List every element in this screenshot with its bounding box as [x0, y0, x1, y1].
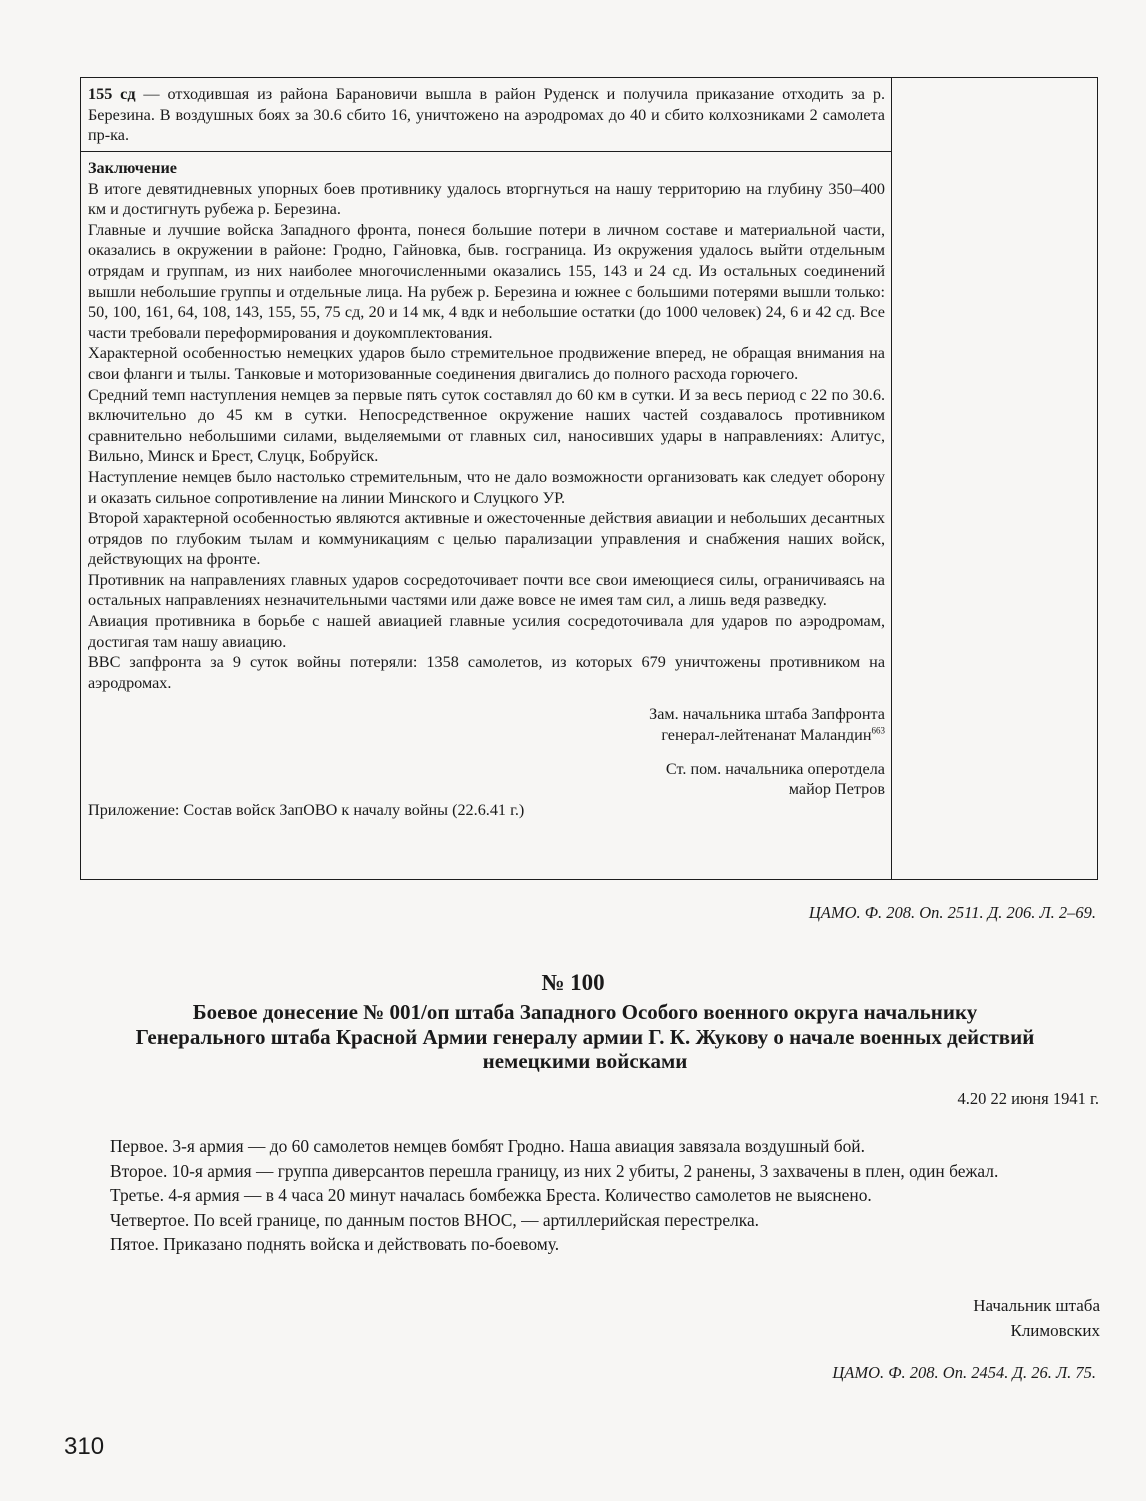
- conclusion-heading: Заключение: [88, 159, 177, 177]
- conclusion-paragraph: Противник на направлениях главных ударов сосредоточивает почти все свои имеющиеся силы, ограничиваясь на остальных направлениях незначительными частями или даже вовсе не имея там сил, а лишь ведя разведку.: [88, 570, 885, 610]
- table-row-divider: [81, 151, 891, 152]
- page-number: 310: [64, 1433, 105, 1460]
- conclusion-paragraph: Главные и лучшие войска Западного фронта, понеся большие потери в личном составе и материальной части, оказались в окружении в районе: Гродно, Гайновка, быв. госграница. Из окружения удалось выйти отдельным отрядам и группам, из них наиболее многочисленными оказались 155, 143 и 24 сд. Из остальных соединений вышли небольшие группы и отдельные лица. На рубеж р. Березина и южнее с большими потерями вышли только: 50, 100, 161, 64, 108, 143, 155, 55, 75 сд, 20 и 14 мк, 4 вдк и небольшие остатки (до 1000 человек) 24, 6 и 42 сд. Все части требовали переформирования и доукомплектования.: [88, 220, 885, 342]
- title-line: немецкими войсками: [482, 1049, 688, 1073]
- title-line: Генерального штаба Красной Армии генералу армии Г. К. Жукову о начале военных действий: [135, 1024, 1035, 1049]
- report-paragraph: Пятое. Приказано поднять войска и действовать по-боевому.: [110, 1234, 560, 1255]
- conclusion-paragraph: ВВС запфронта за 9 суток войны потеряли: 1358 самолетов, из которых 679 уничтожены противником на аэродромах.: [88, 653, 885, 692]
- table-row-conclusion: [88, 158, 885, 820]
- document-date: 4.20 22 июня 1941 г.: [957, 1089, 1099, 1108]
- conclusion-paragraph: Второй характерной особенностью являются активные и ожесточенные действия авиации и небольших десантных отрядов по глубоким тылам и коммуникациям с целью парализации управления и снабжения наших войск, действующих на фронте.: [88, 509, 885, 569]
- archive-citation: ЦАМО. Ф. 208. Оп. 2454. Д. 26. Л. 75.: [832, 1363, 1096, 1382]
- signature-title: Начальник штаба: [973, 1296, 1100, 1315]
- signature-title: Зам. начальника штаба Запфронта: [649, 705, 885, 724]
- document-number: № 100: [541, 970, 605, 995]
- archive-citation: ЦАМО. Ф. 208. Оп. 2511. Д. 206. Л. 2–69.: [808, 903, 1096, 922]
- signature-block: [88, 704, 885, 799]
- conclusion-paragraph: В итоге девятидневных упорных боев противнику удалось вторгнуться на нашу территорию на глубину 350–400 км и достигнуть рубежа р. Березина.: [88, 179, 885, 219]
- report-paragraph: Четвертое. По всей границе, по данным постов ВНОС, — артиллерийская перестрелка.: [110, 1209, 760, 1230]
- report-table: [80, 77, 1098, 880]
- document-title: [60, 1000, 1110, 1074]
- unit-label: 155 сд: [88, 85, 136, 103]
- report-paragraph: Третье. 4-я армия — в 4 часа 20 минут началась бомбежка Бреста. Количество самолетов не выяснено.: [110, 1185, 872, 1206]
- title-line: Боевое донесение № 001/оп штаба Западного Особого военного округа начальнику: [192, 1000, 978, 1024]
- conclusion-paragraph: Авиация противника в борьбе с нашей авиацией главные усилия сосредоточивала для ударов по аэродромам, достигая там нашу авиацию.: [88, 612, 885, 651]
- report-body: [80, 1134, 1100, 1257]
- chief-signature: [973, 1294, 1100, 1343]
- report-paragraph: Первое. 3-я армия — до 60 самолетов немцев бомбят Гродно. Наша авиация завязала воздушный бой.: [110, 1136, 865, 1156]
- report-paragraph: Второе. 10-я армия — группа диверсантов перешла границу, из них 2 убиты, 2 ранены, 3 захвачены в плен, один бежал.: [110, 1160, 999, 1181]
- signature-title: Ст. пом. начальника оперотдела: [665, 759, 885, 778]
- conclusion-paragraph: Средний темп наступления немцев за первые пять суток составлял до 60 км в сутки. И за весь период с 22 по 30.6. включительно до 45 км в сутки. Непосредственное окружение наших частей создавалось противником сравнительно небольшими силами, выделяемыми от главных сил, наносивших удары в направлениях: Алитус, Вильно, Минск и Брест, Слуцк, Бобруйск.: [88, 385, 885, 466]
- signature-name: майор Петров: [788, 780, 885, 799]
- table-row-155-division: [88, 84, 885, 146]
- conclusion-paragraph: Характерной особенностью немецких ударов было стремительное продвижение вперед, не обращая внимания на свои фланги и тылы. Танковые и моторизованные соединения двигались до полного расхода горючего.: [88, 344, 885, 383]
- appendix-note: Приложение: Состав войск ЗапОВО к началу войны (22.6.41 г.): [88, 800, 525, 819]
- signature-name: Климовских: [1010, 1320, 1100, 1340]
- table-side-column: [891, 78, 892, 879]
- unit-text: — отходившая из района Барановичи вышла в район Руденск и получила приказание отходить за р. Березина. В воздушных боях за 30.6 сбито 16, уничтожено на аэродромах до 40 и сбито колхозниками 2 самолета пр-ка.: [88, 85, 885, 144]
- signature-name: генерал-лейтенанат Маландин$^{663}$: [661, 725, 885, 745]
- conclusion-paragraph: Наступление немцев было настолько стремительным, что не дало возможности организовать как следует оборону и оказать сильное сопротивление на линии Минского и Слуцкого УР.: [88, 467, 885, 507]
- footnote-marker: 663: [871, 725, 885, 736]
